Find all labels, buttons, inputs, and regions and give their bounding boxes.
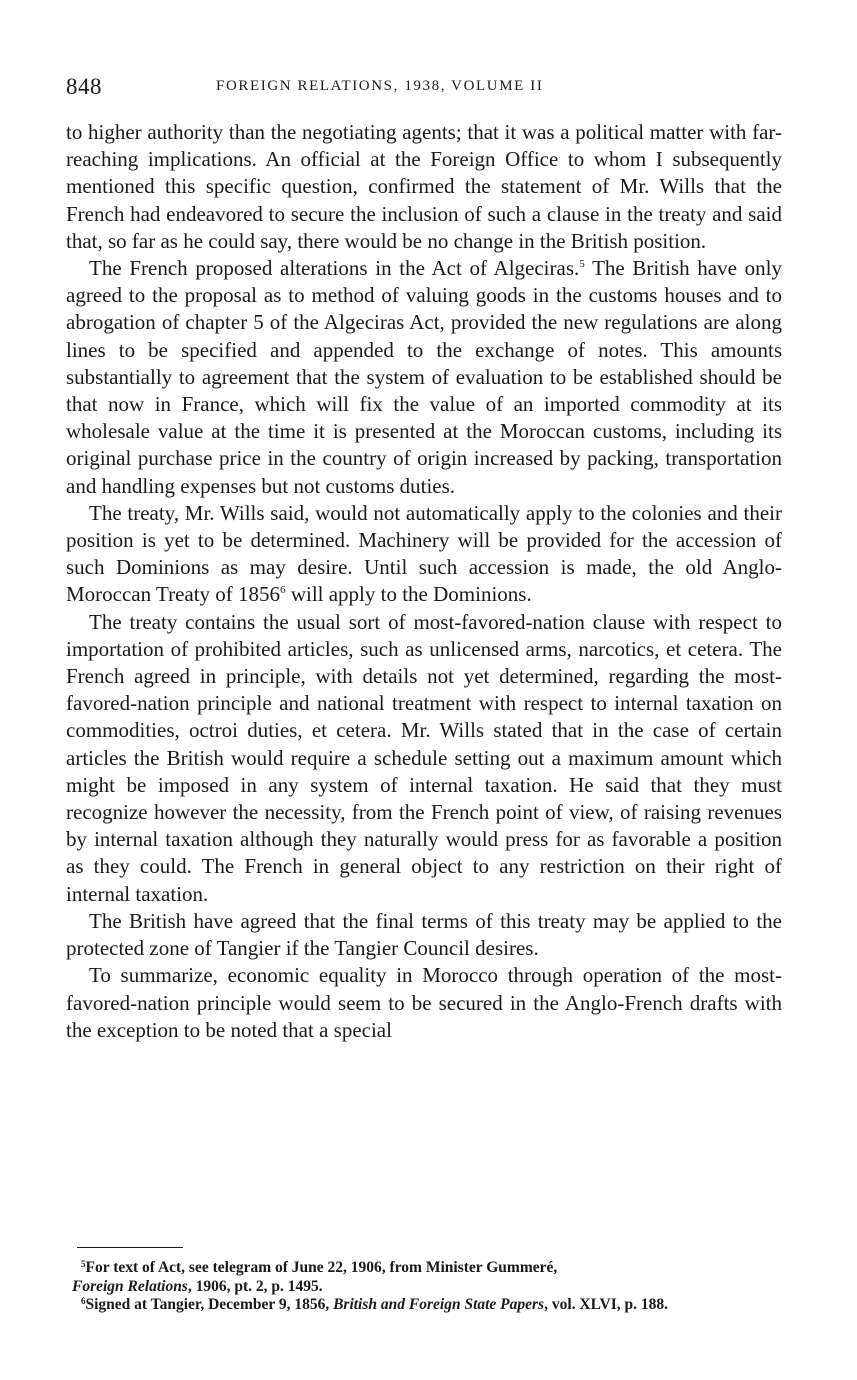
paragraph-1: to higher authority than the negotiating agents; that it was a political matter with far-reaching implications. An official at the Foreign Office to whom I subsequently mentioned this specific question, confirmed the statement of Mr. Wills that the French had endeavored to secure the inclusion of such a clause in the treaty and said that, so far as he could say, there would be no change in the British position. <box>66 120 782 253</box>
running-title: FOREIGN RELATIONS, 1938, VOLUME II <box>216 78 544 94</box>
footnote-ref-5: 5 <box>579 258 585 271</box>
footnote-ref-6: 6 <box>280 584 286 597</box>
footnotes <box>72 1259 784 1315</box>
page-number: 848 <box>66 74 102 99</box>
footnote-divider <box>77 1247 183 1248</box>
body-text <box>66 119 782 1044</box>
paragraph-2: The French proposed alterations in the Act of Algeciras.$^5$ The British have only agreed to the proposal as to method of valuing goods in the customs houses and to abrogation of chapter 5 of the Algeciras Act, provided the new regulations are along lines to be specified and appended to the exchange of notes. This amounts substantially to agreement that the system of evaluation to be established should be that now in France, which will fix the value of an imported commodity at its wholesale value at the time it is presented at the Moroccan customs, including its original purchase price in the country of origin increased by packing, transportation and handling expenses but not customs duties. <box>66 256 782 498</box>
page-header <box>66 74 784 104</box>
footnote-5: $^5$For text of Act, see telegram of June 22, 1906, from Minister Gummeré, <box>81 1259 558 1276</box>
footnote-5-continued: Foreign Relations, 1906, pt. 2, p. 1495. <box>72 1277 323 1295</box>
paragraph-6: To summarize, economic equality in Morocco through operation of the most-favored-nation principle would seem to be secured in the Anglo-French drafts with the exception to be noted that a special <box>66 963 782 1042</box>
paragraph-3: The treaty, Mr. Wills said, would not automatically apply to the colonies and their position is yet to be determined. Machinery will be provided for the accession of such Dominions as may desire. Until such accession is made, the old Anglo-Moroccan Treaty of 1856$^6$ will apply to the Dominions. <box>66 500 782 607</box>
paragraph-4: The treaty contains the usual sort of most-favored-nation clause with respect to importation of prohibited articles, such as unlicensed arms, narcotics, et cetera. The French agreed in principle, with details not yet determined, regarding the most-favored-nation principle and national treatment with respect to internal taxation on commodities, octroi duties, et cetera. Mr. Wills stated that in the case of certain articles the British would require a schedule setting out a maximum amount which might be imposed in any system of internal taxation. He said that they must recognize however the necessity, from the French point of view, of raising revenues by internal taxation although they naturally would press for as favorable a position as they could. The French in general object to any restriction on their right of internal taxation. <box>66 609 782 906</box>
paragraph-5: The British have agreed that the final terms of this treaty may be applied to the protected zone of Tangier if the Tangier Council desires. <box>66 908 782 961</box>
footnote-6: $^6$Signed at Tangier, December 9, 1856, British and Foreign State Papers, vol. XLVI, p. 188. <box>81 1296 668 1313</box>
